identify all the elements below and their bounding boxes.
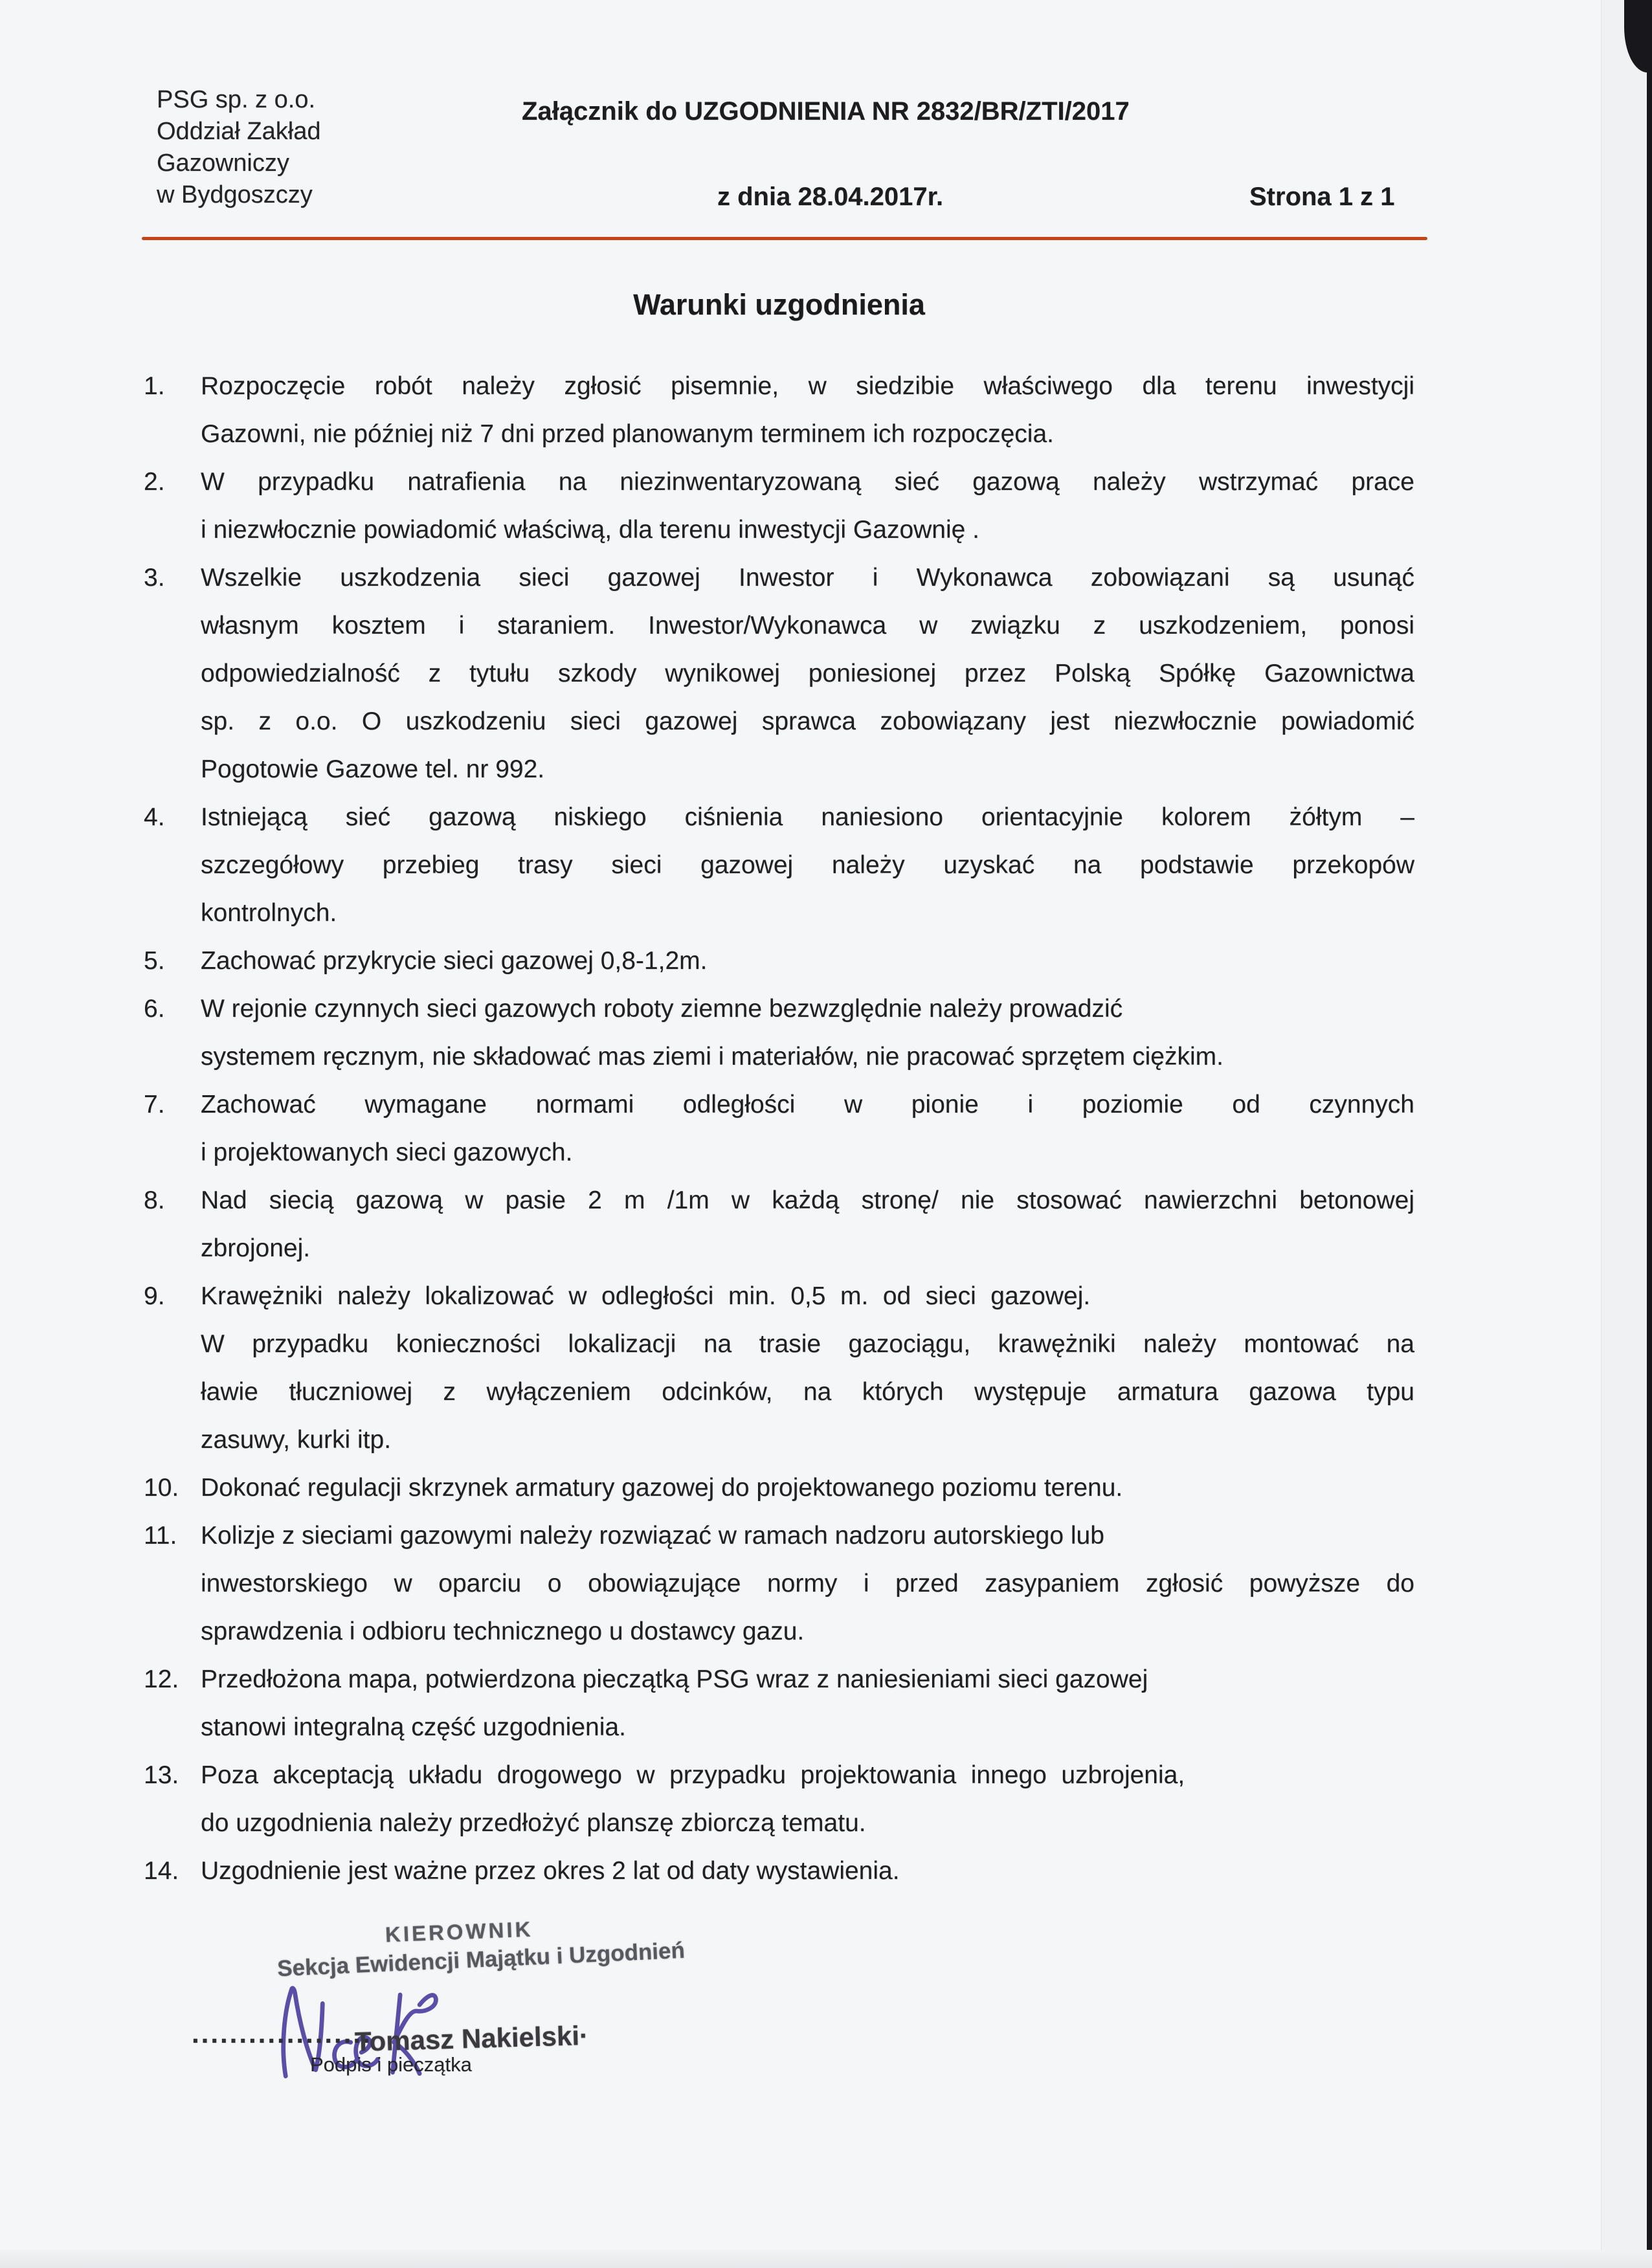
list-item-line: własnym kosztem i staraniem. Inwestor/Wykonawca w związku z uszkodzeniem, ponosi <box>201 612 1414 639</box>
list-item-line: do uzgodnienia należy przedłożyć planszę zbiorczą tematu. <box>201 1809 866 1837</box>
stamp-role-text: KIEROWNIK <box>385 1917 534 1947</box>
organization-line: PSG sp. z o.o. <box>157 86 315 113</box>
list-item-text <box>201 1512 1414 1656</box>
list-item <box>144 1081 1414 1177</box>
list-item-text <box>201 937 1414 985</box>
list-item <box>144 1273 1414 1464</box>
list-item-line: Zachować wymagane normami odległości w pionie i poziomie od czynnych <box>201 1091 1414 1118</box>
list-item-text <box>201 554 1414 794</box>
page-number-label: Strona 1 z 1 <box>1249 183 1395 211</box>
attachment-title: Załącznik do UZGODNIENIA NR 2832/BR/ZTI/2017 <box>522 97 1130 126</box>
list-item-number: 3. <box>144 564 165 592</box>
list-item-line: sprawdzenia i odbioru technicznego u dostawcy gazu. <box>201 1618 805 1645</box>
list-item-line: Przedłożona mapa, potwierdzona pieczątką PSG wraz z naniesieniami sieci gazowej <box>201 1665 1148 1693</box>
paper-edge-shadow <box>1601 0 1648 2268</box>
list-item-number: 7. <box>144 1091 165 1118</box>
list-item-line: szczegółowy przebieg trasy sieci gazowej należy uzyskać na podstawie przekopów <box>201 851 1414 879</box>
list-item-text <box>201 1081 1414 1177</box>
list-item-line: W rejonie czynnych sieci gazowych roboty ziemne bezwzględnie należy prowadzić <box>201 995 1123 1023</box>
list-item-number: 11. <box>144 1522 177 1550</box>
list-item-text <box>201 1273 1414 1464</box>
scan-edge-right <box>1647 0 1652 2268</box>
list-item-line: Gazowni, nie później niż 7 dni przed planowanym terminem ich rozpoczęcia. <box>201 420 1054 448</box>
list-item-line: sp. z o.o. O uszkodzeniu sieci gazowej sprawca zobowiązany jest niezwłocznie powiadomić <box>201 707 1414 735</box>
header-divider <box>142 237 1427 240</box>
list-item-line: Kolizje z sieciami gazowymi należy rozwiązać w ramach nadzoru autorskiego lub <box>201 1522 1104 1550</box>
list-item <box>144 362 1414 458</box>
list-item-text <box>201 362 1414 458</box>
list-item <box>144 1751 1414 1847</box>
list-item-number: 5. <box>144 947 165 975</box>
organization-line: Oddział Zakład <box>157 118 321 145</box>
stamp-section-text: Sekcja Ewidencji Majątku i Uzgodnień <box>276 1937 686 1982</box>
list-item-text <box>201 794 1414 937</box>
list-item <box>144 1512 1414 1656</box>
list-item-number: 2. <box>144 468 165 496</box>
list-item <box>144 985 1414 1081</box>
list-item <box>144 554 1414 794</box>
list-item <box>144 937 1414 985</box>
organization-block <box>157 84 320 211</box>
list-item <box>144 1656 1414 1751</box>
list-item-line: systemem ręcznym, nie składować mas ziemi i materiałów, nie pracować sprzętem ciężkim. <box>201 1043 1223 1071</box>
signature-dotted-line: ................... <box>192 2018 372 2049</box>
list-item-line: i projektowanych sieci gazowych. <box>201 1139 573 1166</box>
list-item-line: W przypadku natrafienia na niezinwentaryzowaną sieć gazową należy wstrzymać prace <box>201 468 1414 496</box>
document-title: Warunki uzgodnienia <box>633 288 925 321</box>
list-item-line: Pogotowie Gazowe tel. nr 992. <box>201 755 545 783</box>
list-item-number: 9. <box>144 1282 165 1310</box>
list-item-line: Krawężniki należy lokalizować w odległości min. 0,5 m. od sieci gazowej. <box>201 1282 1091 1310</box>
list-item-line: stanowi integralną część uzgodnienia. <box>201 1713 626 1741</box>
list-item-number: 10. <box>144 1474 179 1502</box>
list-item-number: 1. <box>144 372 165 400</box>
list-item <box>144 1847 1414 1895</box>
list-item-text <box>201 1656 1414 1751</box>
list-item-line: odpowiedzialność z tytułu szkody wynikowej poniesionej przez Polską Spółkę Gazownictwa <box>201 660 1414 687</box>
list-item-line: Poza akceptacją układu drogowego w przypadku projektowania innego uzbrojenia, <box>201 1761 1185 1789</box>
list-item-line: zasuwy, kurki itp. <box>201 1426 392 1454</box>
list-item-number: 14. <box>144 1857 179 1885</box>
list-item <box>144 1464 1414 1512</box>
list-item-line: ławie tłuczniowej z wyłączeniem odcinków, na których występuje armatura gazowa typu <box>201 1378 1414 1406</box>
list-item-line: Dokonać regulacji skrzynek armatury gazowej do projektowanego poziomu terenu. <box>201 1474 1123 1502</box>
signatory-name-stamp: Tomasz Nakielski· <box>354 2019 589 2058</box>
list-item <box>144 794 1414 937</box>
list-item-line: Istniejącą sieć gazową niskiego ciśnienia naniesiono orientacyjnie kolorem żółtym – <box>201 803 1414 831</box>
list-item-text <box>201 1177 1414 1273</box>
list-item-line: inwestorskiego w oparciu o obowiązujące normy i przed zasypaniem zgłosić powyższe do <box>201 1570 1414 1597</box>
list-item-text <box>201 1464 1414 1512</box>
list-item-line: Zachować przykrycie sieci gazowej 0,8-1,2m. <box>201 947 708 975</box>
list-item-line: W przypadku konieczności lokalizacji na trasie gazociągu, krawężniki należy montować na <box>201 1330 1414 1358</box>
scan-edge-bottom <box>0 2250 1652 2268</box>
list-item-text <box>201 458 1414 554</box>
list-item-text <box>201 985 1414 1081</box>
list-item <box>144 1177 1414 1273</box>
list-item-number: 4. <box>144 803 165 831</box>
list-item-line: Uzgodnienie jest ważne przez okres 2 lat od daty wystawienia. <box>201 1857 900 1885</box>
organization-line: w Bydgoszczy <box>157 181 313 208</box>
list-item-line: Nad siecią gazową w pasie 2 m /1m w każdą stronę/ nie stosować nawierzchni betonowej <box>201 1186 1414 1214</box>
list-item-line: kontrolnych. <box>201 899 337 927</box>
list-item-line: Rozpoczęcie robót należy zgłosić pisemnie, w siedzibie właściwego dla terenu inwestycji <box>201 372 1414 400</box>
conditions-list <box>144 362 1414 1895</box>
organization-line: Gazowniczy <box>157 150 289 177</box>
list-item-line: zbrojonej. <box>201 1234 311 1262</box>
list-item-line: i niezwłocznie powiadomić właściwą, dla terenu inwestycji Gazownię . <box>201 516 980 544</box>
list-item-text <box>201 1751 1414 1847</box>
list-item-number: 6. <box>144 995 165 1023</box>
list-item-number: 12. <box>144 1665 179 1693</box>
signature-caption: Podpis i pieczątka <box>310 2053 472 2076</box>
list-item-number: 13. <box>144 1761 179 1789</box>
list-item-text <box>201 1847 1414 1895</box>
list-item-number: 8. <box>144 1186 165 1214</box>
list-item-line: Wszelkie uszkodzenia sieci gazowej Inwestor i Wykonawca zobowiązani są usunąć <box>201 564 1414 592</box>
date-line: z dnia 28.04.2017r. <box>717 183 944 211</box>
list-item <box>144 458 1414 554</box>
